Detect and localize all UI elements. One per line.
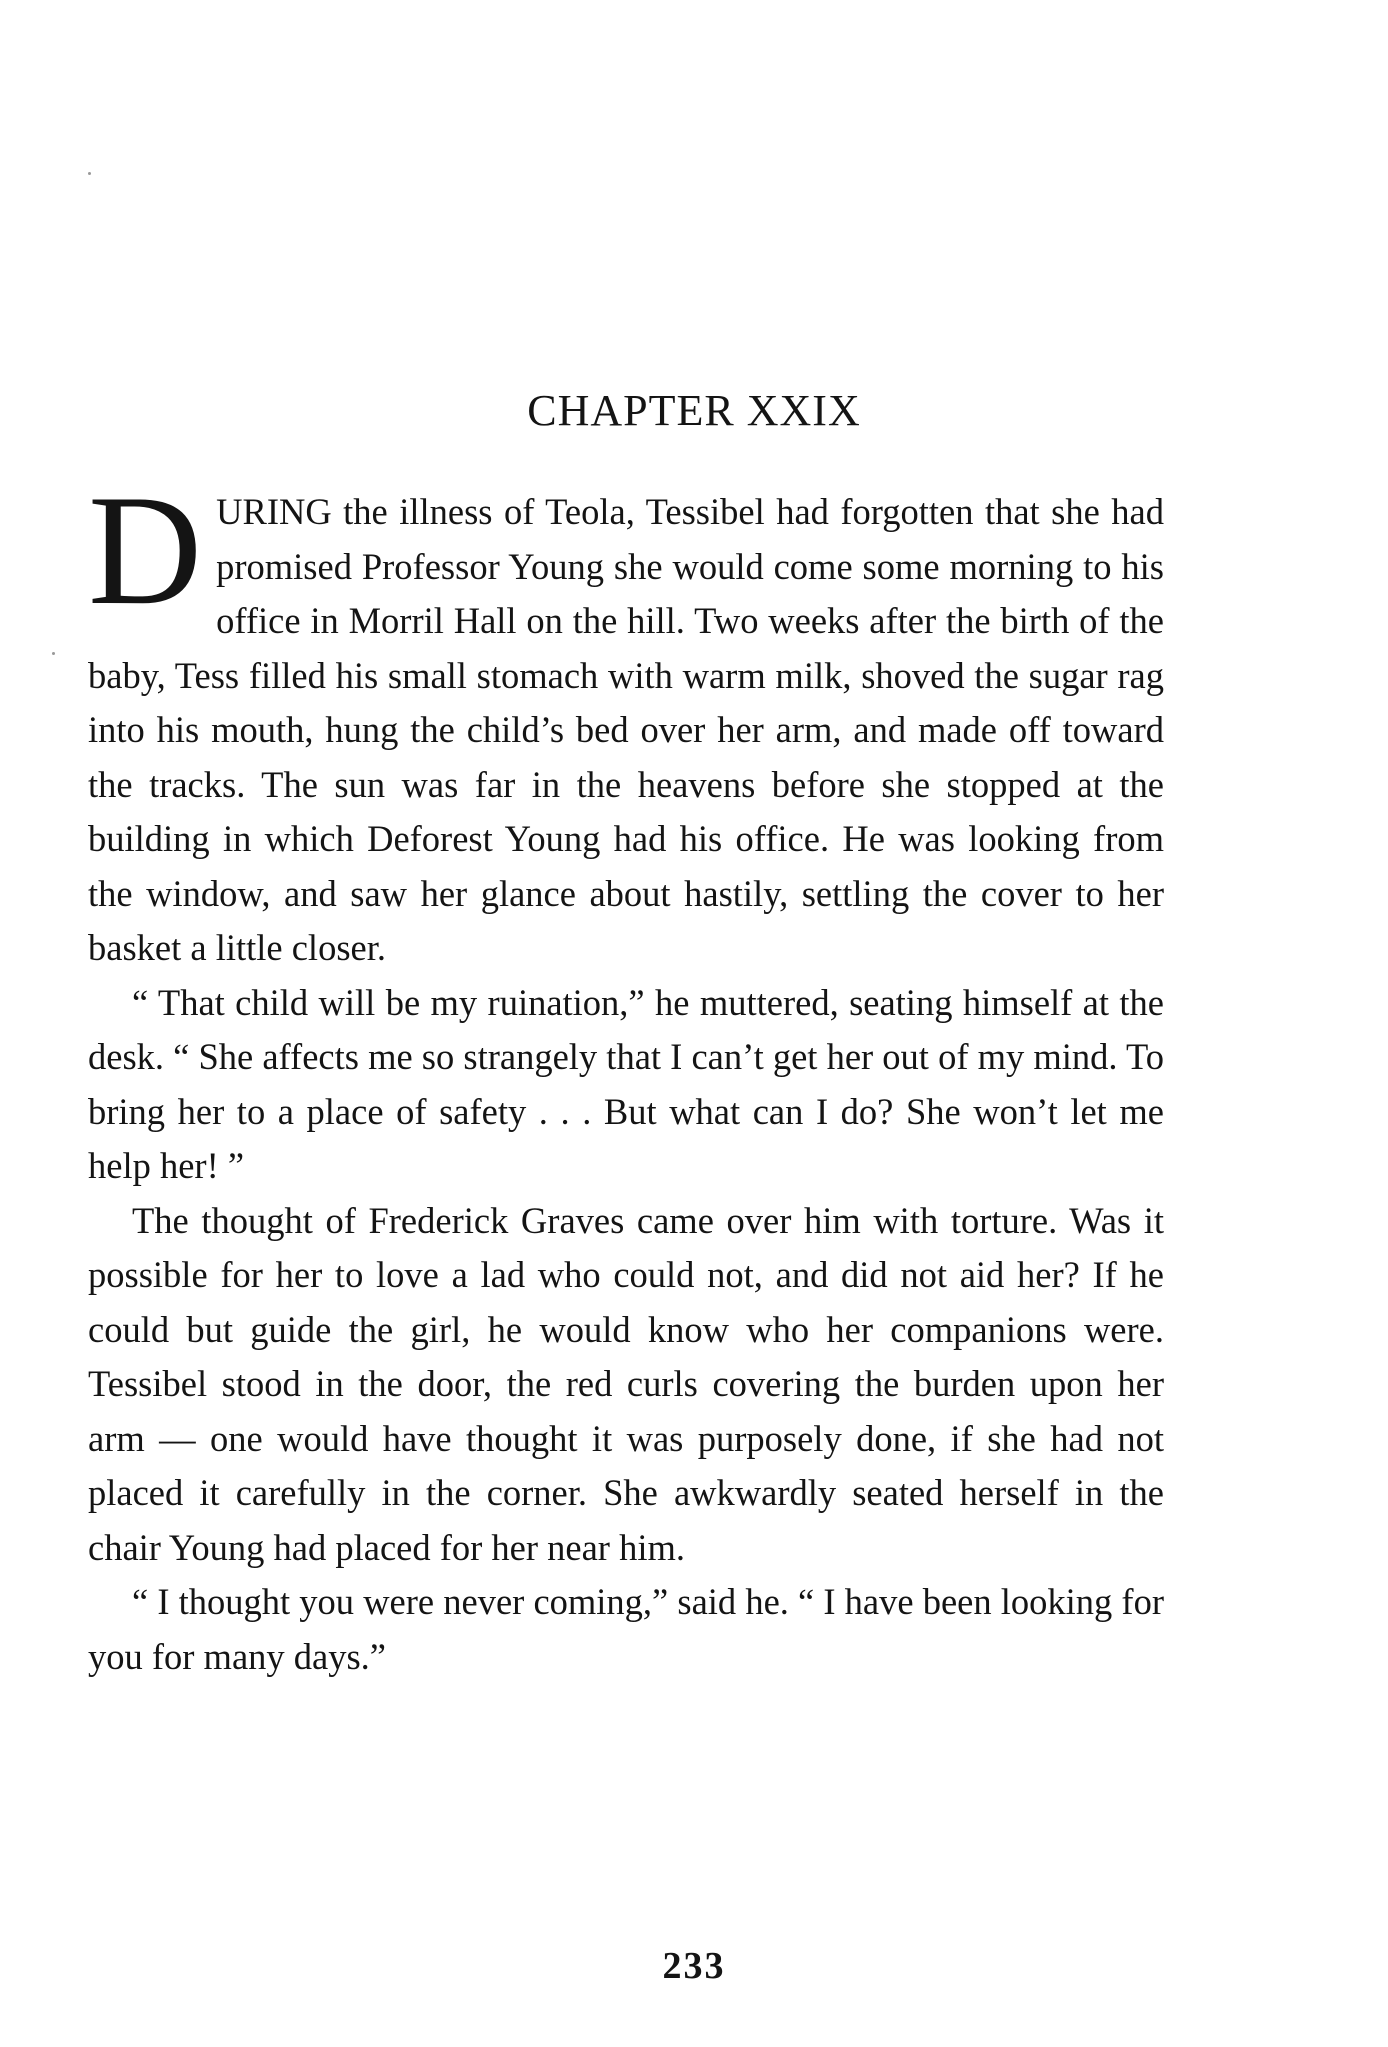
print-speck <box>88 172 91 175</box>
paragraph-1-text: URING the illness of Teola, Tessibel had forgotten that she had promised Professor Young she would come some morning to his office in Morril Hall on the hill. Two weeks after the birth of the baby, Tess filled his small stomach with warm milk, shoved the sugar rag into his mouth, hung the child’s bed over her arm, and made off toward the tracks. The sun was far in the heavens before she stopped at the building in which Deforest Young had his office. He was looking from the window, and saw her glance about hastily, settling the cover to her basket a little closer. <box>88 491 1164 968</box>
body-text <box>88 463 1164 1684</box>
paragraph-3: The thought of Frederick Graves came over him with torture. Was it possible for her to love a lad who could not, and did not aid her? If he could but guide the girl, he would know who her companions were. Tessibel stood in the door, the red curls covering the burden upon her arm — one would have thought it was purposely done, if she had not placed it carefully in the corner. She awkwardly seated herself in the chair Young had placed for her near him. <box>88 1199 1164 1568</box>
paragraph-4: “ I thought you were never coming,” said he. “ I have been looking for you for many days.” <box>88 1581 1164 1677</box>
drop-cap: D <box>88 463 203 638</box>
page-number: 233 <box>662 1945 726 1987</box>
paragraph-1 <box>88 463 1164 976</box>
print-speck <box>52 652 55 655</box>
paragraph-2: “ That child will be my ruination,” he muttered, seating himself at the desk. “ She affects me so strangely that I can’t get her out of my mind. To bring her to a place of safety . . . But what can I do? She won’t let me help her! ” <box>88 981 1164 1186</box>
chapter-title: CHAPTER XXIX <box>527 386 861 435</box>
